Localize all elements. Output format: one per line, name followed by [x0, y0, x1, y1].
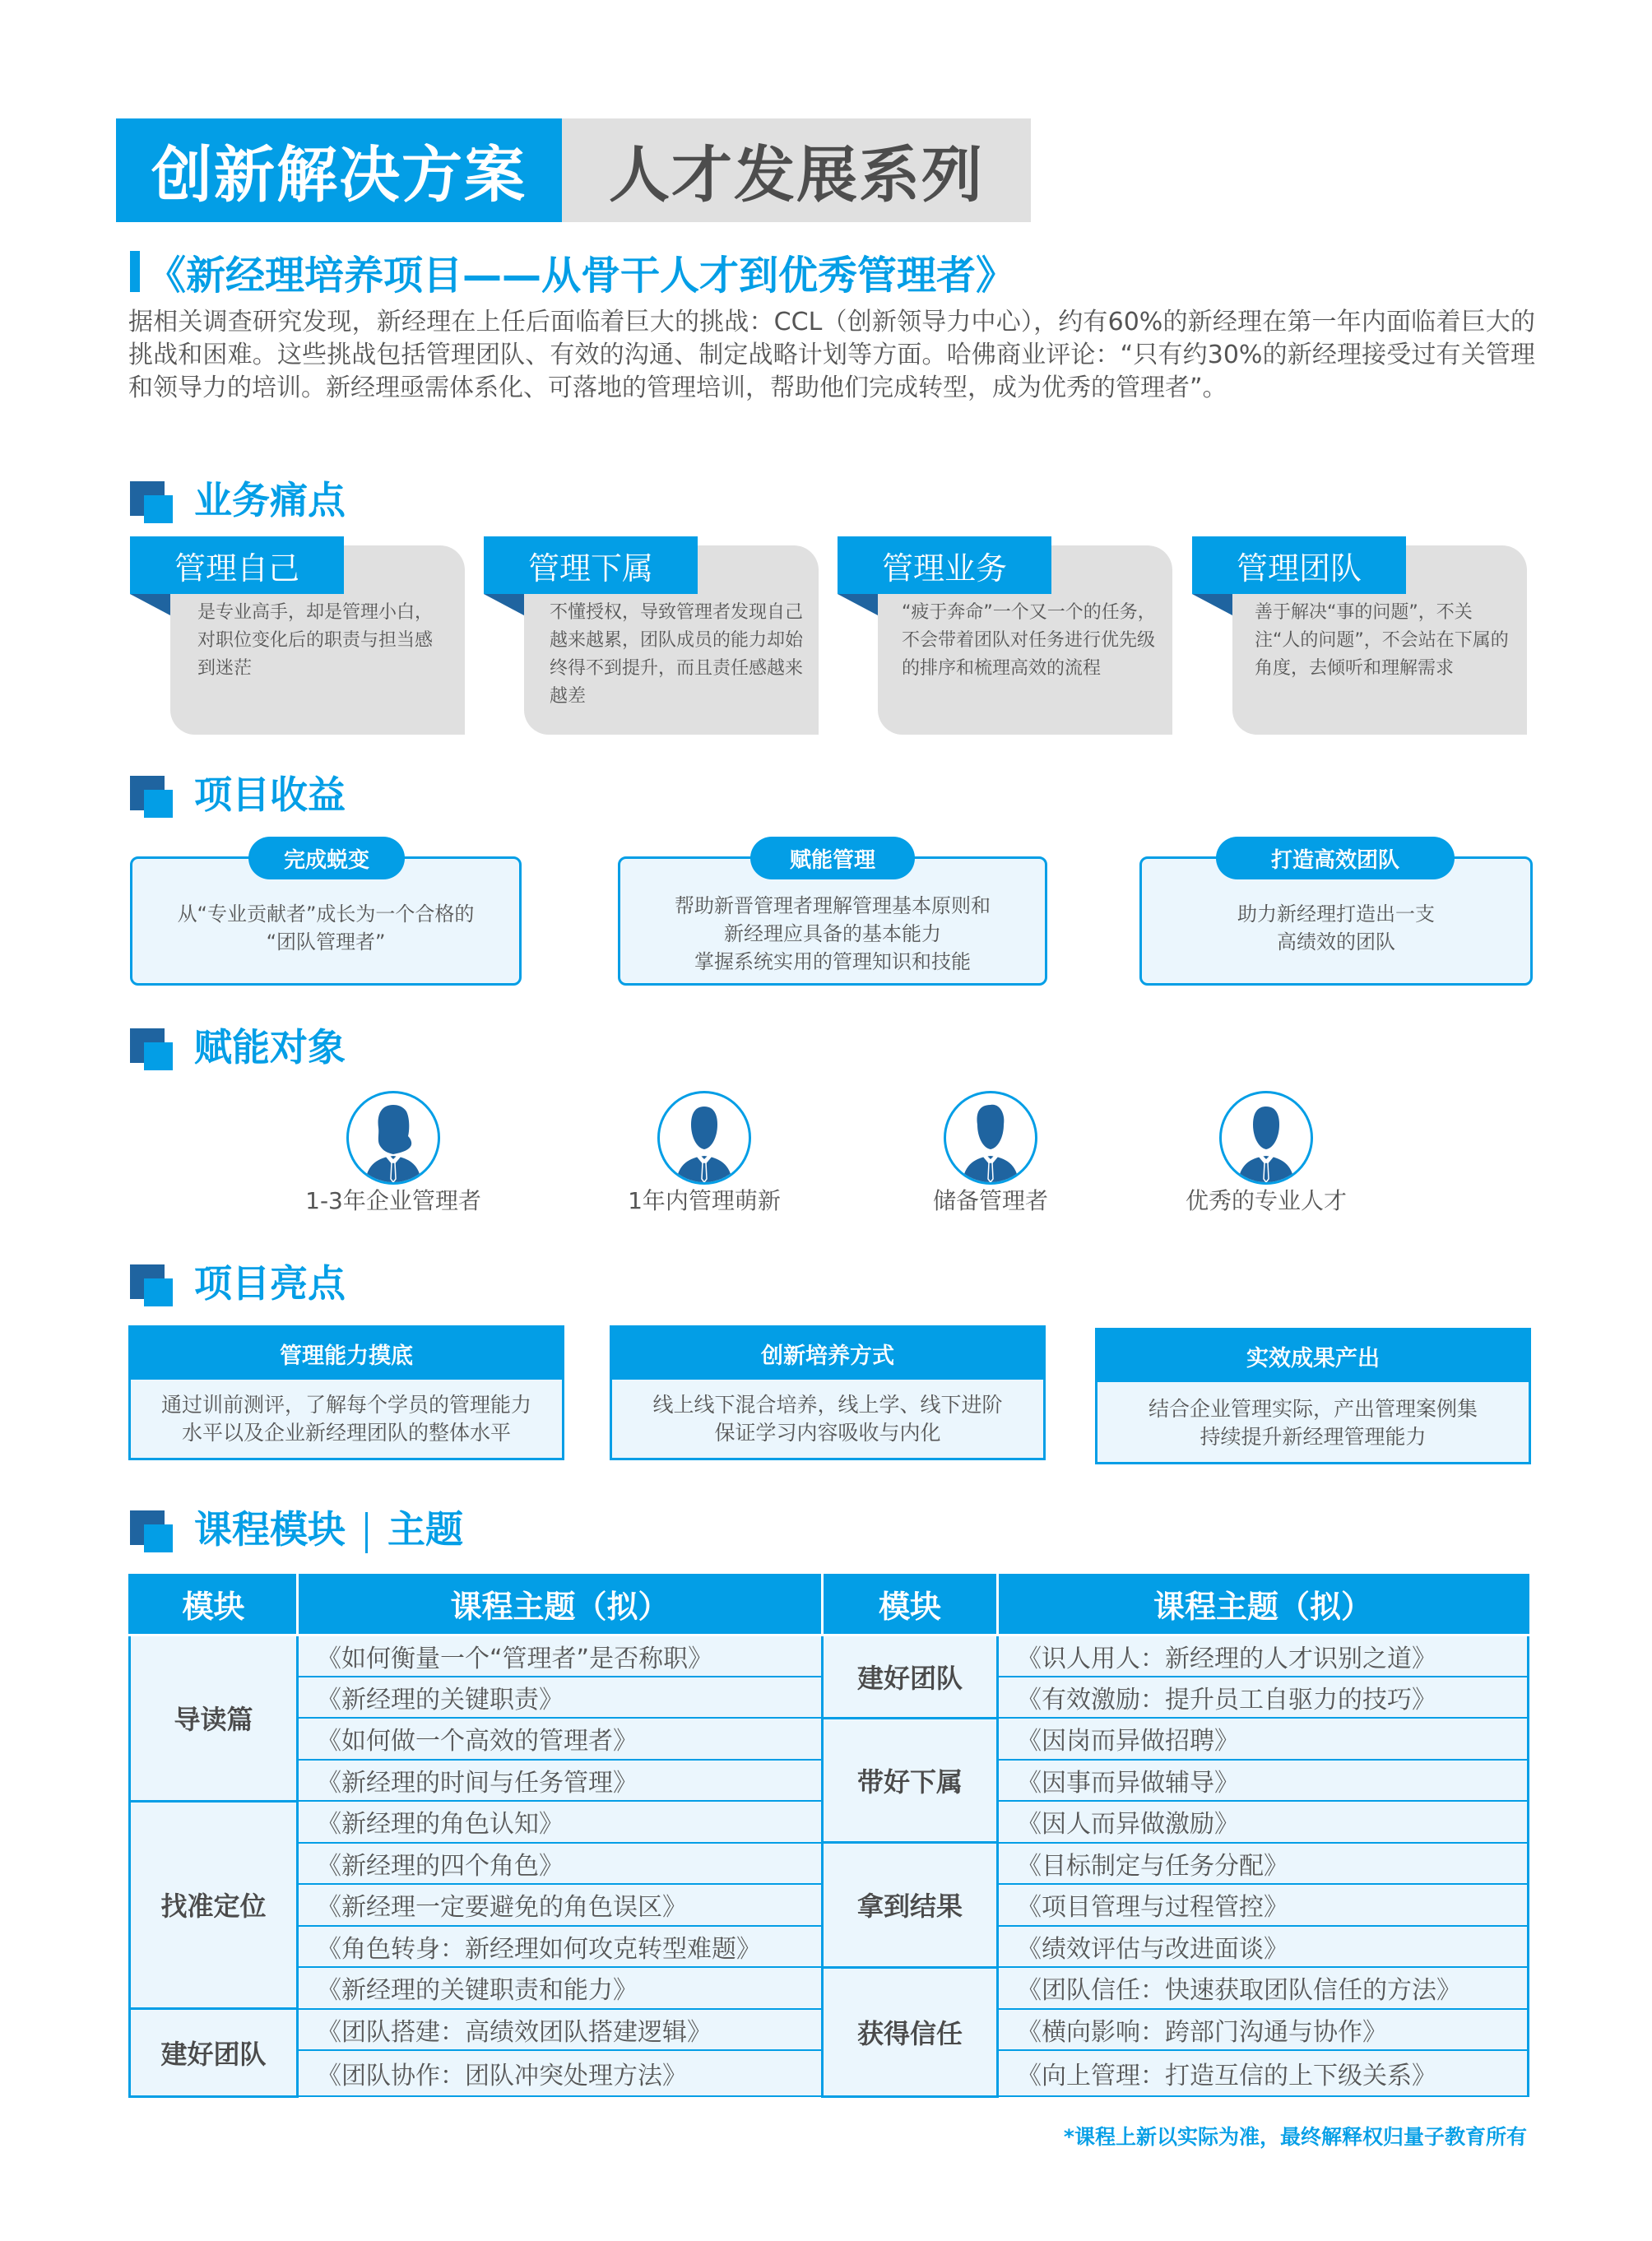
column-header-module: 模块 [823, 1574, 998, 1635]
topic-cell: 《新经理的角色认知》 [298, 1801, 823, 1843]
section-square-icon [130, 481, 174, 524]
topic-cell: 《因岗而异做招聘》 [998, 1718, 1529, 1760]
benefit-text-line: 帮助新晋管理者理解管理基本原则和 [675, 894, 991, 917]
topic-cell: 《如何做一个高效的管理者》 [298, 1718, 823, 1760]
benefit-text-line: 从“专业贡献者”成长为一个合格的 [177, 902, 475, 926]
banner-title-right: 人才发展系列 [562, 118, 1031, 222]
benefit-label-pill: 完成蜕变 [248, 837, 405, 879]
audience-label: 1年内管理萌新 [628, 1187, 781, 1214]
highlight-text-line: 通过训前测评，了解每个学员的管理能力 [160, 1393, 531, 1417]
module-cell: 找准定位 [130, 1801, 298, 2009]
pain-card-title: 管理业务 [838, 536, 1051, 594]
topic-cell: 《向上管理：打造互信的上下级关系》 [998, 2050, 1529, 2096]
pain-card-title: 管理自己 [130, 536, 344, 594]
tab-fold-corner [1192, 594, 1232, 615]
pain-card-text: 善于解决“事的问题”，不关注“人的问题”，不会站在下属的角度，去倾听和理解需求 [1255, 602, 1509, 679]
module-cell: 建好团队 [130, 2009, 298, 2097]
table-row [130, 1635, 1529, 1677]
highlight-box [128, 1325, 564, 1460]
module-cell: 获得信任 [823, 1967, 998, 2096]
table-row [130, 1967, 1529, 2009]
table-row [130, 1843, 1529, 1885]
topic-cell: 《新经理的时间与任务管理》 [298, 1760, 823, 1802]
highlight-text-line: 持续提升新经理管理能力 [1200, 1425, 1427, 1449]
male-manager-icon [1219, 1091, 1313, 1185]
section-square-icon [130, 1510, 174, 1553]
banner-title-left: 创新解决方案 [116, 118, 562, 222]
pain-card-text: 是专业高手，却是管理小白，对职位变化后的职责与担当感到迷茫 [197, 602, 434, 679]
title-divider [365, 1512, 368, 1553]
subtitle-accent-bar [130, 251, 140, 292]
topic-cell: 《因事而异做辅导》 [998, 1760, 1529, 1802]
course-table [128, 1574, 1529, 2098]
audience-label: 优秀的专业人才 [1185, 1187, 1347, 1214]
section-square-icon [130, 1028, 174, 1071]
audience-label: 1-3年企业管理者 [305, 1187, 481, 1214]
highlight-text-line: 线上线下混合培养，线上学、线下进阶 [652, 1393, 1003, 1417]
module-cell: 建好团队 [823, 1635, 998, 1718]
intro-paragraph: 据相关调查研究发现，新经理在上任后面临着巨大的挑战：CCL（创新领导力中心），约有60%的新经理在第一年内面临着巨大的挑战和困难。这些挑战包括管理团队、有效的沟通、制定战略计划等方面。哈佛商业评论：“只有约30%的新经理接受过有关管理和领导力的培训。新经理亟需体系化、可落地的管理培训，帮助他们完成转型，成为优秀的管理者”。 [128, 308, 1535, 402]
pain-card-text: “疲于奔命”一个又一个的任务，不会带着团队对任务进行优先级的排序和梳理高效的流程 [902, 602, 1156, 679]
module-cell: 带好下属 [823, 1718, 998, 1843]
column-header-topic: 课程主题（拟） [998, 1574, 1529, 1635]
tab-fold-corner [838, 594, 878, 615]
topic-cell: 《团队协作：团队冲突处理方法》 [298, 2050, 823, 2096]
section-title-audience: 赋能对象 [194, 1025, 346, 1069]
topic-cell: 《新经理的关键职责》 [298, 1677, 823, 1719]
section-title-highlights: 项目亮点 [194, 1261, 346, 1306]
highlight-title: 创新培养方式 [612, 1328, 1043, 1380]
benefit-text-line: 助力新经理打造出一支 [1237, 902, 1435, 926]
highlight-title: 实效成果产出 [1097, 1330, 1529, 1382]
pain-card-text: 不懂授权，导致管理者发现自己越来越累，团队成员的能力却始终得不到提升，而且责任感越来越差 [550, 602, 804, 707]
audience-label: 储备管理者 [932, 1187, 1048, 1214]
table-row [130, 1718, 1529, 1760]
topic-cell: 《项目管理与过程管控》 [998, 1884, 1529, 1926]
table-header-row [130, 1574, 1529, 1635]
section-square-icon [130, 776, 174, 819]
pain-card-title: 管理团队 [1192, 536, 1406, 594]
topic-cell: 《新经理的关键职责和能力》 [298, 1967, 823, 2009]
tab-fold-corner [484, 594, 524, 615]
topic-cell: 《新经理的四个角色》 [298, 1843, 823, 1885]
topic-cell: 《目标制定与任务分配》 [998, 1843, 1529, 1885]
section-title-pain-points: 业务痛点 [194, 478, 346, 522]
benefit-text-line: 掌握系统实用的管理知识和技能 [694, 950, 971, 973]
footnote-disclaimer: *课程上新以实际为准，最终解释权归量子教育所有 [1063, 2125, 1527, 2149]
pain-card-title: 管理下属 [484, 536, 698, 594]
column-header-topic: 课程主题（拟） [298, 1574, 823, 1635]
tab-fold-corner [130, 594, 170, 615]
topic-cell: 《新经理一定要避免的角色误区》 [298, 1884, 823, 1926]
topic-cell: 《如何衡量一个“管理者”是否称职》 [298, 1635, 823, 1677]
benefit-text-line: 新经理应具备的基本能力 [724, 922, 941, 945]
topic-cell: 《有效激励：提升员工自驱力的技巧》 [998, 1677, 1529, 1719]
male-manager-icon [657, 1091, 751, 1185]
benefit-text-line: “团队管理者” [266, 930, 386, 953]
topic-cell: 《角色转身：新经理如何攻克转型难题》 [298, 1926, 823, 1968]
topic-cell: 《团队搭建：高绩效团队搭建逻辑》 [298, 2009, 823, 2051]
benefit-label-pill: 打造高效团队 [1216, 837, 1455, 879]
topic-cell: 《因人而异做激励》 [998, 1801, 1529, 1843]
module-cell: 拿到结果 [823, 1843, 998, 1968]
topic-cell: 《横向影响：跨部门沟通与协作》 [998, 2009, 1529, 2051]
module-cell: 导读篇 [130, 1635, 298, 1801]
topic-cell: 《团队信任：快速获取团队信任的方法》 [998, 1967, 1529, 2009]
female-manager-icon [346, 1091, 440, 1185]
topic-cell: 《识人用人：新经理的人才识别之道》 [998, 1635, 1529, 1677]
highlight-title: 管理能力摸底 [131, 1328, 562, 1380]
highlight-text-line: 结合企业管理实际，产出管理案例集 [1148, 1397, 1478, 1421]
highlight-text-line: 保证学习内容吸收与内化 [714, 1421, 941, 1445]
column-header-module: 模块 [130, 1574, 298, 1635]
male-manager-icon [944, 1091, 1037, 1185]
section-title-topics: 主题 [387, 1507, 463, 1552]
highlight-box [1095, 1328, 1531, 1464]
topic-cell: 《绩效评估与改进面谈》 [998, 1926, 1529, 1968]
benefit-text-line: 高绩效的团队 [1277, 930, 1395, 953]
section-title-modules: 课程模块 [194, 1507, 346, 1552]
section-title-benefits: 项目收益 [194, 773, 346, 817]
highlight-box [610, 1325, 1046, 1460]
highlight-text-line: 水平以及企业新经理团队的整体水平 [181, 1421, 511, 1445]
section-title-courses [194, 1506, 463, 1553]
program-subtitle: 《新经理培养项目——从骨干人才到优秀管理者》 [146, 253, 1016, 299]
section-square-icon [130, 1264, 174, 1307]
benefit-label-pill: 赋能管理 [750, 837, 915, 879]
